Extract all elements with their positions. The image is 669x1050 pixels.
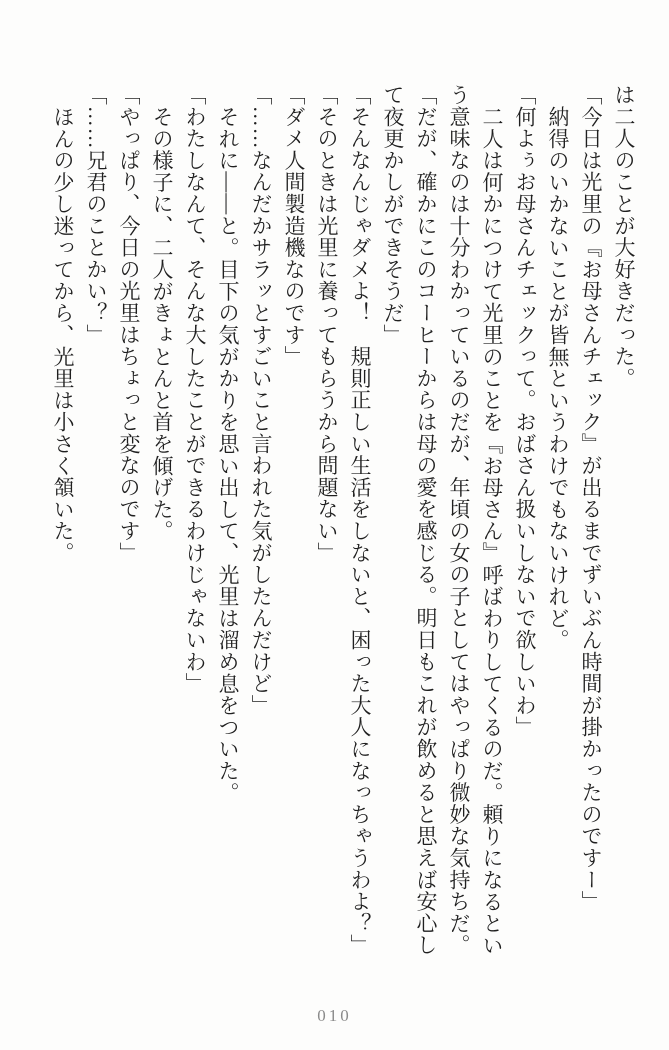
text-column: 「やっぱり、今日の光里はちょっと変なのです」 bbox=[117, 84, 141, 564]
text-column: 二人は何かにつけて光里のことを『お母さん』呼ばわりしてくるのだ。頼りになるとい bbox=[480, 106, 504, 957]
vertical-text-area bbox=[46, 84, 640, 969]
text-column: ほんの少し迷ってから、光里は小さく頷いた。 bbox=[51, 106, 75, 564]
text-column: 「……なんだかサラッとすごいこと言われた気がしたんだけど」 bbox=[249, 84, 273, 717]
text-column: その様子に、二人がきょとんと首を傾げた。 bbox=[150, 106, 174, 542]
text-column: それに――と。目下の気がかりを思い出して、光里は溜め息をついた。 bbox=[216, 106, 240, 804]
text-column: 「そんなんじゃダメよ！ 規則正しい生活をしないと、困った大人になっちゃうわよ？」 bbox=[348, 84, 372, 956]
text-column: 「何よぅお母さんチェックって。おばさん扱いしないで欲しいわ」 bbox=[513, 84, 537, 738]
text-column: は二人のことが大好きだった。 bbox=[612, 84, 636, 390]
text-column: 「今日は光里の『お母さんチェック』が出るまでずいぶん時間が掛かったのですー」 bbox=[579, 84, 603, 913]
text-column: 納得のいかないことが皆無というわけでもないけれど。 bbox=[546, 106, 570, 651]
text-column: 「ダメ人間製造機なのです」 bbox=[282, 84, 306, 368]
text-column: う意味なのは十分わかっているのだが、年頃の女の子としてはやっぱり微妙な気持ちだ。 bbox=[447, 84, 471, 956]
page-number: 010 bbox=[317, 1006, 352, 1025]
text-column: 「だが、確かにこのコーヒーからは母の愛を感じる。明日もこれが飲めると思えば安心し bbox=[414, 84, 438, 956]
text-column: て夜更かしができそうだ」 bbox=[381, 84, 405, 346]
text-column: 「わたしなんて、そんな大したことができるわけじゃないわ」 bbox=[183, 84, 207, 695]
text-column: 「……兄君のことかい？」 bbox=[84, 84, 108, 346]
text-column: 「そのときは光里に養ってもらうから問題ない」 bbox=[315, 84, 339, 564]
